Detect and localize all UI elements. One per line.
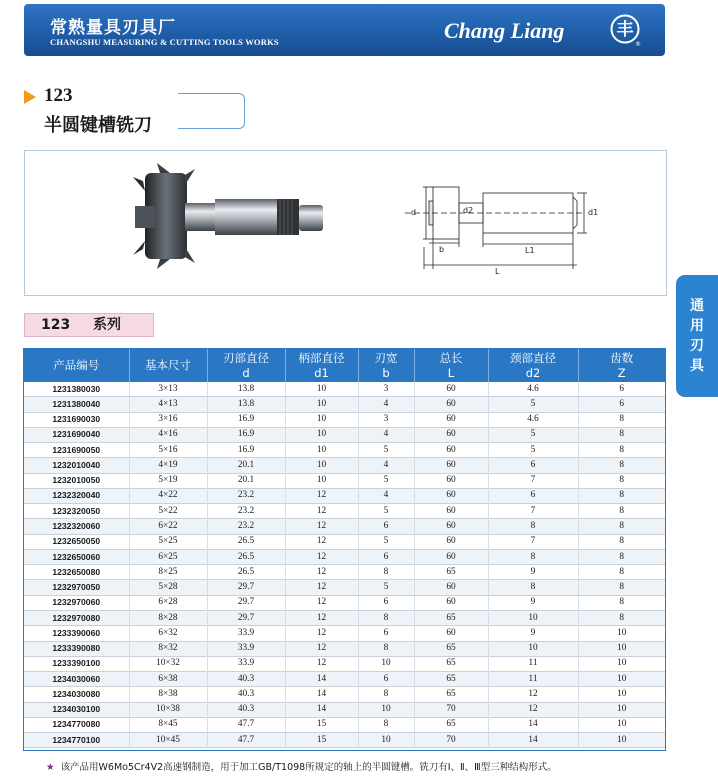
title-bracket <box>178 93 245 129</box>
table-cell: 3 <box>358 382 414 397</box>
technical-drawing <box>405 187 587 269</box>
table-row <box>24 733 665 748</box>
table-cell: 8 <box>358 641 414 656</box>
table-cell: 16.9 <box>207 427 285 442</box>
table-cell: 10 <box>488 610 578 625</box>
table-cell: 10 <box>285 458 358 473</box>
table-cell: 4×13 <box>129 397 207 412</box>
table-row <box>24 382 665 397</box>
table-cell: 10×45 <box>129 733 207 748</box>
table-cell: 14 <box>285 672 358 687</box>
table-row <box>24 412 665 427</box>
table-cell: 20.1 <box>207 473 285 488</box>
table-cell: 7 <box>488 473 578 488</box>
table-cell: 8 <box>619 429 625 440</box>
table-cell: 60 <box>414 412 488 427</box>
table-cell: 8 <box>619 612 625 623</box>
product-number: 123 <box>44 85 73 106</box>
table-cell: 8 <box>619 459 625 470</box>
registered-mark: ® <box>635 41 641 47</box>
table-cell: 6×22 <box>129 519 207 534</box>
table-cell: 1232650050 <box>24 534 129 549</box>
column-header-cn: 柄部直径 <box>298 350 345 365</box>
table-cell: 70 <box>414 733 488 748</box>
table-cell: 16.9 <box>207 412 285 427</box>
table-cell: 40.3 <box>207 672 285 687</box>
column-header <box>578 349 665 382</box>
table-cell: 6 <box>358 595 414 610</box>
table-cell: 65 <box>414 672 488 687</box>
table-cell: 5 <box>358 534 414 549</box>
table-cell: 8 <box>488 519 578 534</box>
company-name-cn: 常熟量具刃具厂 <box>50 18 176 38</box>
table-row <box>24 672 665 687</box>
table-cell: 4 <box>358 488 414 503</box>
table-cell: 3×13 <box>129 382 207 397</box>
table-cell: 60 <box>414 626 488 641</box>
table-cell: 6 <box>619 398 625 409</box>
table-cell: 5 <box>488 427 578 442</box>
table-cell: 4×22 <box>129 488 207 503</box>
table-cell: 10 <box>617 734 627 745</box>
table-row <box>24 504 665 519</box>
table-cell: 5 <box>488 397 578 412</box>
table-cell: 65 <box>414 641 488 656</box>
table-cell: 23.2 <box>207 519 285 534</box>
table-cell: 1232320040 <box>24 488 129 503</box>
table-cell: 1231380030 <box>24 382 129 397</box>
table-cell: 5 <box>358 504 414 519</box>
table-cell: 8 <box>619 414 625 425</box>
series-label <box>24 313 154 337</box>
table-cell: 1234030080 <box>24 687 129 702</box>
table-cell: 8 <box>358 717 414 732</box>
table-cell: 1232010050 <box>24 473 129 488</box>
table-row <box>24 549 665 564</box>
table-cell: 8×28 <box>129 610 207 625</box>
table-row <box>24 427 665 442</box>
table-cell: 60 <box>414 473 488 488</box>
table-cell: 4×19 <box>129 458 207 473</box>
table-cell: 10 <box>617 643 627 654</box>
table-cell: 60 <box>414 504 488 519</box>
table-cell: 65 <box>414 610 488 625</box>
brand-name: Chang Liang <box>444 18 565 43</box>
dim-b-label: b <box>439 245 445 254</box>
column-header-symbol: d1 <box>314 365 329 380</box>
table-row <box>24 565 665 580</box>
table-cell: 9 <box>488 595 578 610</box>
table-cell: 12 <box>285 610 358 625</box>
table-cell: 12 <box>488 702 578 717</box>
table-cell: 60 <box>414 519 488 534</box>
table-cell: 40.3 <box>207 687 285 702</box>
spec-table <box>24 349 665 748</box>
table-row <box>24 580 665 595</box>
table-cell: 1234030100 <box>24 702 129 717</box>
table-cell: 6 <box>358 626 414 641</box>
table-cell: 60 <box>414 397 488 412</box>
table-row <box>24 702 665 717</box>
column-header <box>358 349 414 382</box>
table-cell: 1233390100 <box>24 656 129 671</box>
table-cell: 29.7 <box>207 595 285 610</box>
table-cell: 1234030060 <box>24 672 129 687</box>
table-body <box>24 382 665 748</box>
side-category-tab[interactable] <box>676 275 718 397</box>
table-cell: 6 <box>358 672 414 687</box>
side-tab-char: 具 <box>690 358 704 374</box>
table-cell: 5×22 <box>129 504 207 519</box>
table-cell: 29.7 <box>207 610 285 625</box>
table-cell: 1231690050 <box>24 443 129 458</box>
table-cell: 47.7 <box>207 717 285 732</box>
table-cell: 12 <box>285 504 358 519</box>
table-cell: 1233390060 <box>24 626 129 641</box>
table-cell: 60 <box>414 580 488 595</box>
column-header-cn: 刃宽 <box>374 350 398 365</box>
table-cell: 12 <box>488 687 578 702</box>
footnote-text: 该产品用W6Mo5Cr4V2高速钢制造，用于加工GB/T1098所规定的轴上的半圆键槽。铣刀有Ⅰ、Ⅱ、Ⅲ型三种结构形式。 <box>60 762 557 773</box>
table-cell: 12 <box>285 565 358 580</box>
column-header-symbol: b <box>382 365 390 380</box>
table-cell: 10 <box>617 658 627 669</box>
column-header <box>129 349 207 382</box>
column-header-symbol: Z <box>617 365 626 380</box>
table-cell: 5 <box>358 580 414 595</box>
table-cell: 1232010040 <box>24 458 129 473</box>
table-cell: 10×32 <box>129 656 207 671</box>
table-row <box>24 397 665 412</box>
table-cell: 1232650080 <box>24 565 129 580</box>
column-header-cn: 总长 <box>439 350 463 365</box>
table-cell: 29.7 <box>207 580 285 595</box>
table-cell: 11 <box>488 656 578 671</box>
table-cell: 5 <box>358 473 414 488</box>
column-header <box>488 349 578 382</box>
table-cell: 7 <box>488 534 578 549</box>
table-cell: 10 <box>617 688 627 699</box>
company-name-en: CHANGSHU MEASURING & CUTTING TOOLS WORKS <box>50 37 279 47</box>
table-cell: 10 <box>617 704 627 715</box>
table-cell: 15 <box>285 733 358 748</box>
table-cell: 10 <box>358 702 414 717</box>
dim-l-label: L <box>495 267 500 276</box>
table-cell: 5 <box>488 443 578 458</box>
table-cell: 10 <box>285 427 358 442</box>
table-cell: 8×25 <box>129 565 207 580</box>
table-cell: 6×25 <box>129 549 207 564</box>
table-cell: 3 <box>358 412 414 427</box>
table-cell: 6 <box>488 458 578 473</box>
table-cell: 8 <box>619 475 625 486</box>
side-tab-char: 用 <box>690 318 704 334</box>
column-header-symbol: d2 <box>525 365 541 380</box>
table-cell: 8×45 <box>129 717 207 732</box>
table-cell: 10 <box>617 673 627 684</box>
table-cell: 10 <box>617 627 627 638</box>
table-cell: 10 <box>617 719 627 730</box>
product-title: 半圆键槽铣刀 <box>44 115 152 135</box>
table-row <box>24 641 665 656</box>
table-row <box>24 717 665 732</box>
table-cell: 1234770080 <box>24 717 129 732</box>
table-cell: 4 <box>358 427 414 442</box>
table-cell: 12 <box>285 656 358 671</box>
table-cell: 6 <box>358 549 414 564</box>
table-cell: 70 <box>414 702 488 717</box>
table-cell: 6×38 <box>129 672 207 687</box>
table-cell: 8 <box>619 444 625 455</box>
table-cell: 8×32 <box>129 641 207 656</box>
table-cell: 12 <box>285 641 358 656</box>
table-cell: 13.8 <box>207 397 285 412</box>
table-cell: 23.2 <box>207 504 285 519</box>
table-cell: 1231380040 <box>24 397 129 412</box>
series-text: 系列 <box>93 317 121 333</box>
table-cell: 60 <box>414 427 488 442</box>
table-cell: 14 <box>285 702 358 717</box>
table-cell: 6 <box>619 383 625 394</box>
column-header <box>24 349 129 382</box>
table-cell: 16.9 <box>207 443 285 458</box>
table-cell: 5×16 <box>129 443 207 458</box>
table-cell: 8 <box>619 597 625 608</box>
table-cell: 12 <box>285 488 358 503</box>
side-tab-char: 刃 <box>690 338 704 354</box>
table-cell: 60 <box>414 595 488 610</box>
table-cell: 5×28 <box>129 580 207 595</box>
table-cell: 10 <box>488 641 578 656</box>
table-cell: 8 <box>358 610 414 625</box>
table-cell: 6 <box>488 488 578 503</box>
table-row <box>24 443 665 458</box>
table-cell: 9 <box>488 565 578 580</box>
table-cell: 10×38 <box>129 702 207 717</box>
table-cell: 1232970050 <box>24 580 129 595</box>
column-header-cn: 基本尺寸 <box>145 358 191 372</box>
table-cell: 11 <box>488 672 578 687</box>
table-cell: 60 <box>414 488 488 503</box>
table-cell: 10 <box>285 473 358 488</box>
dim-d-label: d <box>411 208 417 217</box>
table-cell: 4 <box>358 397 414 412</box>
table-row <box>24 488 665 503</box>
star-icon: ★ <box>46 762 55 773</box>
table-cell: 8 <box>358 687 414 702</box>
column-header <box>414 349 488 382</box>
table-cell: 65 <box>414 656 488 671</box>
column-header-cn: 产品编号 <box>53 358 100 372</box>
column-header <box>285 349 358 382</box>
cutter-photo <box>25 151 666 295</box>
table-cell: 14 <box>488 717 578 732</box>
table-cell: 12 <box>285 595 358 610</box>
table-cell: 60 <box>414 458 488 473</box>
table-cell: 23.2 <box>207 488 285 503</box>
table-cell: 4.6 <box>488 382 578 397</box>
table-cell: 8 <box>619 536 625 547</box>
table-cell: 20.1 <box>207 458 285 473</box>
table-cell: 4×16 <box>129 427 207 442</box>
table-cell: 10 <box>285 382 358 397</box>
table-cell: 8 <box>358 565 414 580</box>
table-row <box>24 687 665 702</box>
table-cell: 1234770100 <box>24 733 129 748</box>
table-cell: 13.8 <box>207 382 285 397</box>
column-header-cn: 颈部直径 <box>510 350 556 365</box>
table-cell: 60 <box>414 534 488 549</box>
table-cell: 33.9 <box>207 626 285 641</box>
table-cell: 26.5 <box>207 534 285 549</box>
table-cell: 12 <box>285 519 358 534</box>
table-cell: 1232970080 <box>24 610 129 625</box>
table-cell: 12 <box>285 626 358 641</box>
table-cell: 1231690030 <box>24 412 129 427</box>
table-cell: 8 <box>488 580 578 595</box>
table-cell: 12 <box>285 580 358 595</box>
column-header-symbol: L <box>447 365 455 380</box>
table-row <box>24 595 665 610</box>
table-cell: 6 <box>358 519 414 534</box>
table-cell: 6×32 <box>129 626 207 641</box>
table-cell: 8 <box>488 549 578 564</box>
table-cell: 14 <box>488 733 578 748</box>
footnote <box>46 759 557 773</box>
table-cell: 10 <box>285 412 358 427</box>
table-cell: 10 <box>285 397 358 412</box>
table-row <box>24 656 665 671</box>
table-cell: 60 <box>414 443 488 458</box>
table-cell: 1232320060 <box>24 519 129 534</box>
table-cell: 1231690040 <box>24 427 129 442</box>
table-cell: 5 <box>358 443 414 458</box>
table-cell: 1232970060 <box>24 595 129 610</box>
table-row <box>24 534 665 549</box>
dim-d2-label: d2 <box>463 206 474 215</box>
table-cell: 8 <box>619 566 625 577</box>
table-cell: 4.6 <box>488 412 578 427</box>
table-cell: 1232650060 <box>24 549 129 564</box>
table-cell: 15 <box>285 717 358 732</box>
table-cell: 4 <box>358 458 414 473</box>
table-row <box>24 458 665 473</box>
table-cell: 14 <box>285 687 358 702</box>
column-header-symbol: d <box>242 365 250 380</box>
table-cell: 65 <box>414 565 488 580</box>
logo-glyph: 丰 <box>616 20 634 40</box>
table-cell: 40.3 <box>207 702 285 717</box>
table-cell: 1233390080 <box>24 641 129 656</box>
product-illustration-box <box>24 150 667 296</box>
header-banner <box>24 4 665 56</box>
table-cell: 10 <box>358 733 414 748</box>
title-arrow-icon <box>24 90 36 104</box>
table-cell: 60 <box>414 549 488 564</box>
series-number: 123 <box>41 317 71 333</box>
table-cell: 12 <box>285 534 358 549</box>
column-header-cn: 齿数 <box>610 350 634 365</box>
table-cell: 7 <box>488 504 578 519</box>
table-cell: 60 <box>414 382 488 397</box>
table-header-row <box>24 349 665 382</box>
table-cell: 26.5 <box>207 549 285 564</box>
table-row <box>24 473 665 488</box>
table-cell: 33.9 <box>207 656 285 671</box>
table-cell: 8 <box>619 490 625 501</box>
table-cell: 3×16 <box>129 412 207 427</box>
table-cell: 12 <box>285 549 358 564</box>
table-row <box>24 626 665 641</box>
table-cell: 8 <box>619 521 625 532</box>
table-cell: 47.7 <box>207 733 285 748</box>
table-cell: 8 <box>619 582 625 593</box>
table-row <box>24 519 665 534</box>
side-tab-char: 通 <box>690 298 704 314</box>
table-cell: 33.9 <box>207 641 285 656</box>
table-cell: 1232320050 <box>24 504 129 519</box>
column-header <box>207 349 285 382</box>
table-cell: 8 <box>619 505 625 516</box>
table-cell: 8 <box>619 551 625 562</box>
table-row <box>24 610 665 625</box>
table-cell: 6×28 <box>129 595 207 610</box>
column-header-cn: 刃部直径 <box>223 350 269 365</box>
table-cell: 65 <box>414 717 488 732</box>
table-cell: 26.5 <box>207 565 285 580</box>
table-cell: 10 <box>285 443 358 458</box>
brand-logo-icon <box>609 13 643 47</box>
dim-l1-label: L1 <box>525 246 535 255</box>
table-cell: 8×38 <box>129 687 207 702</box>
table-cell: 5×25 <box>129 534 207 549</box>
table-cell: 65 <box>414 687 488 702</box>
dim-d1-label: d1 <box>588 208 599 217</box>
table-cell: 10 <box>358 656 414 671</box>
table-cell: 5×19 <box>129 473 207 488</box>
table-cell: 9 <box>488 626 578 641</box>
